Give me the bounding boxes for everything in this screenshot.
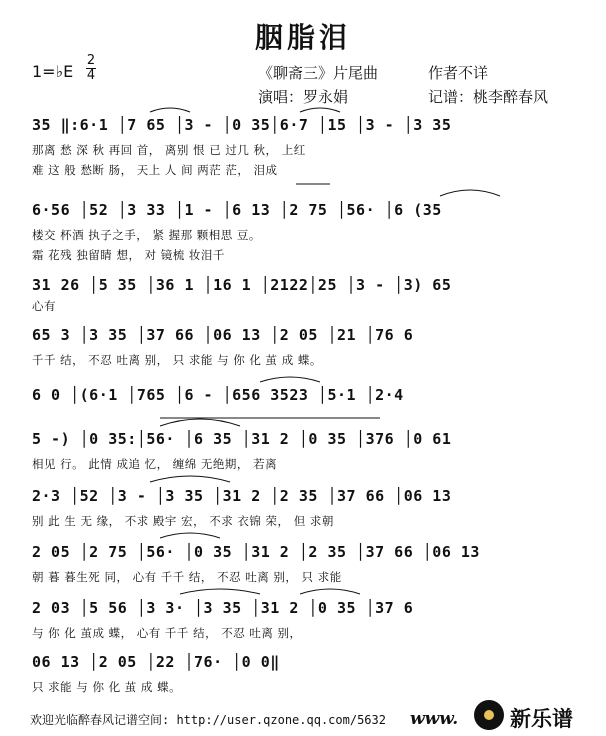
watermark-text: www. [410,709,459,729]
lyric-line-1: 相见 行。 此情 成追 忆， 缠绵 无绝期， 若离 [32,457,278,471]
notation-line: 2 05 │2 75 │56· │0 35 │31 2 │2 35 │37 66 │06 13 [32,543,480,561]
singer: 演唱：罗永娟 [258,88,349,106]
notation-line: 06 13 │2 05 │22 │76· │0 0‖ [32,653,280,671]
page-title: 胭脂泪 [254,21,351,54]
song-source: 《聊斋三》片尾曲 [258,64,379,82]
lyric-line-1: 朝 暮 暮生死 同， 心有 千千 结， 不忍 吐离 别， 只 求能 [32,570,342,584]
notation-line: 2 03 │5 56 │3 3· │3 35 │31 2 │0 35 │37 6 [32,599,414,617]
footer-text: 欢迎光临醉春风记谱空间: http://user.qzone.qq.com/5632 [30,713,386,727]
key-text: 1=♭E [32,62,74,81]
lyric-line-1: 楼交 杯酒 执子之手， 紧 握那 颗相思 豆。 [32,228,261,242]
notation-line: 6 0 │(6·1 │765 │6 - │656 3523 │5·1 │2·4 [32,386,404,404]
slur [300,108,340,112]
brand-logo: 新乐谱 [510,707,573,731]
notation-line: 35 ‖:6·1 │7 65 │3 - │0 35│6·7 │15 │3 - │3 35 [32,116,452,134]
time-numerator: 2 [86,53,96,68]
lyric-line-1: 只 求能 与 你 化 茧 成 蝶。 [32,680,182,694]
lyric-line-1: 别 此 生 无 缘， 不求 殿宇 宏， 不求 衣锦 荣， 但 求朝 [32,514,334,528]
slur [300,589,360,594]
slur [160,419,240,426]
slur [160,533,220,538]
lyric-line-1: 心有 [32,299,56,313]
lyric-line-1: 与 你 化 茧成 蝶， 心有 千千 结， 不忍 吐离 别， [32,626,302,640]
composer: 作者不详 [428,64,489,82]
time-denominator: 4 [86,68,96,83]
record-center-icon [484,710,494,720]
lyric-line-1: 那离 愁 深 秋 再回 首， 离别 恨 已 过几 秋， 上红 [32,143,306,157]
transcriber: 记谱：桃李醉春风 [428,88,549,106]
notation-line: 6·56 │52 │3 33 │1 - │6 13 │2 75 │56· │6 (35 [32,201,442,219]
lyric-line-2: 霜 花残 独留睛 想， 对 镜梳 妆泪千 [32,248,225,262]
slur [180,589,260,594]
slur [440,190,500,196]
slur [150,108,190,112]
slur [150,476,230,482]
notation-line: 65 3 │3 35 │37 66 │06 13 │2 05 │21 │76 6 [32,326,414,344]
notation-line: 2·3 │52 │3 - │3 35 │31 2 │2 35 │37 66 │06 13 [32,487,452,505]
notation-line: 5 -) │0 35:│56· │6 35 │31 2 │0 35 │376 │0 61 [32,430,452,448]
slur [260,377,320,382]
notation-line: 31 26 │5 35 │36 1 │16 1 │2122│25 │3 - │3) 65 [32,276,452,294]
lyric-line-1: 千千 结， 不忍 吐离 别， 只 求能 与 你 化 茧 成 蝶。 [32,353,322,367]
lyric-line-2: 难 这 般 愁断 肠， 天上 人 间 两茫 茫， 泪成 [32,163,278,177]
